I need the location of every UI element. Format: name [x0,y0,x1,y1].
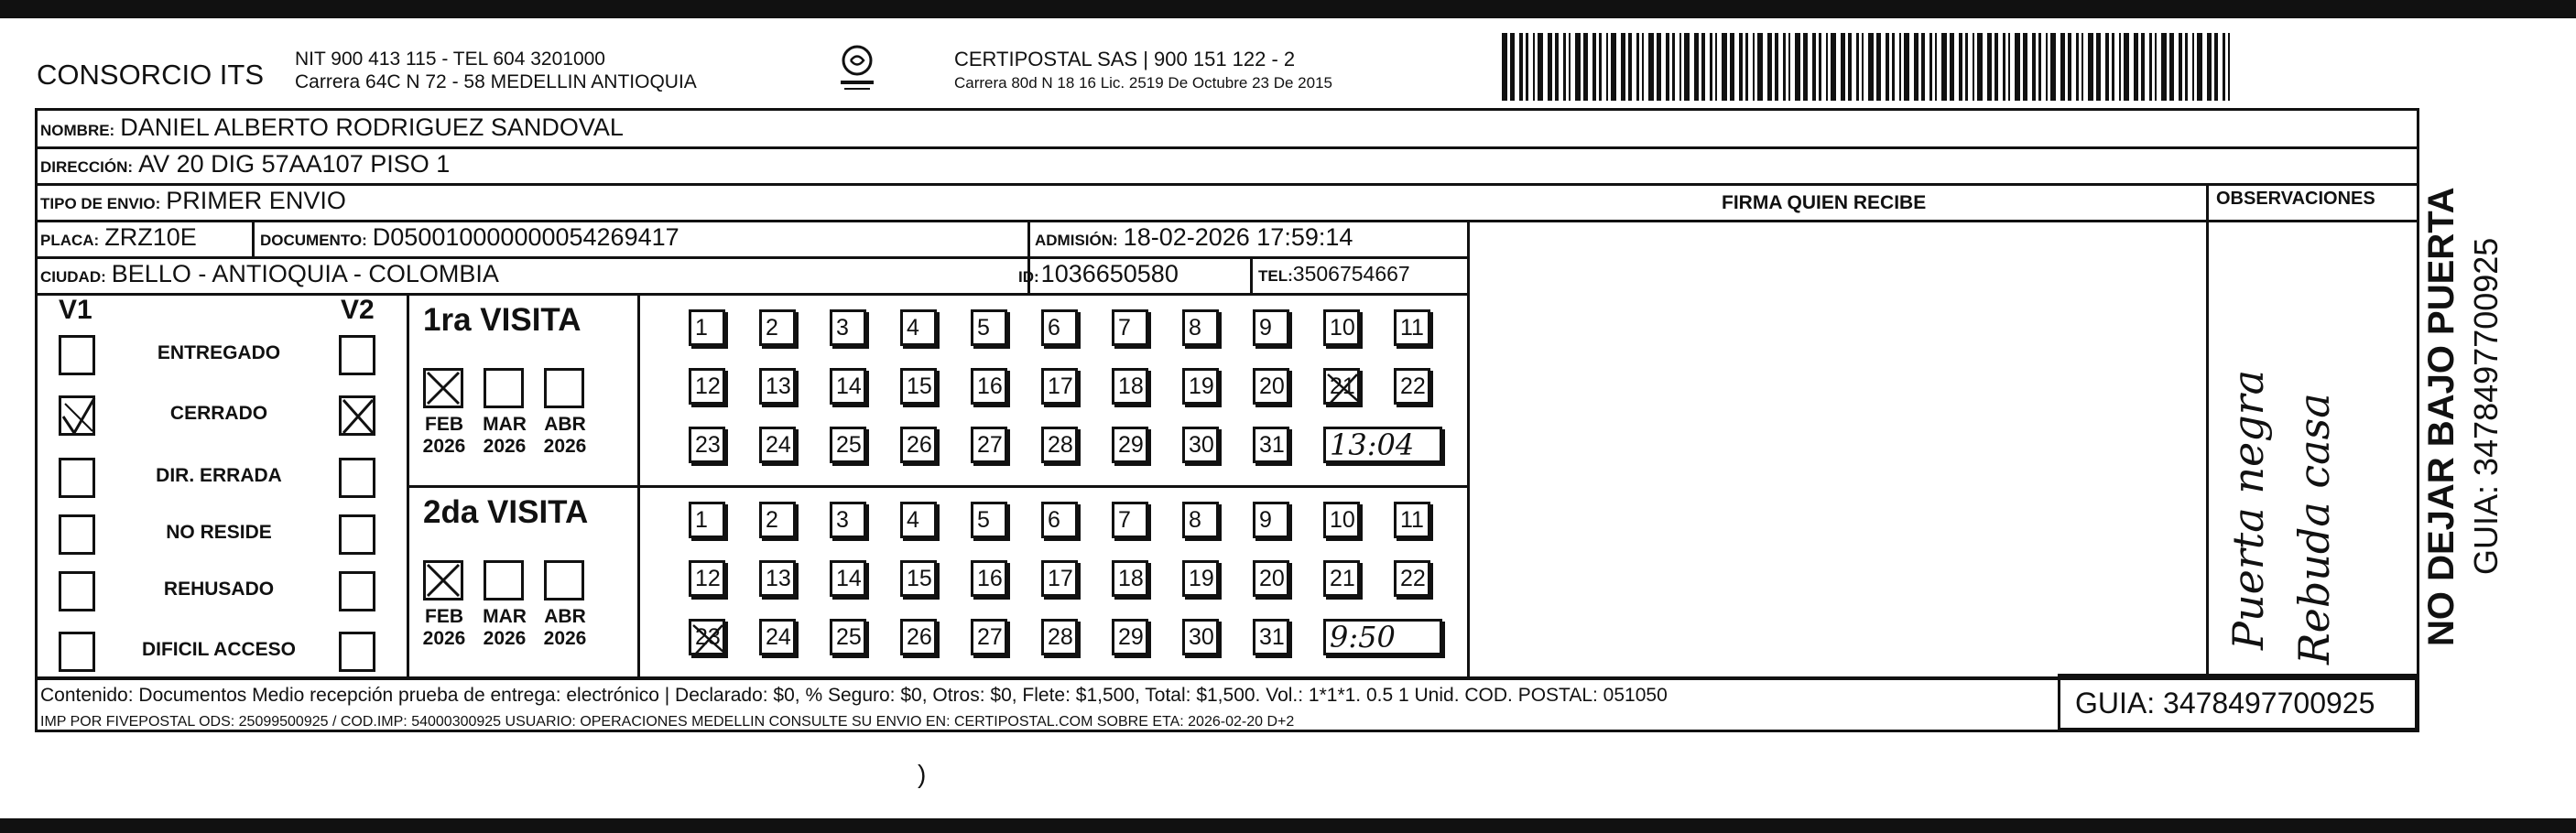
day-box[interactable]: 9 [1253,309,1289,346]
day-box[interactable]: 6 [1041,309,1078,346]
v1-checkbox[interactable] [59,571,95,611]
visit-divider [407,485,1467,488]
day-box[interactable]: 6 [1041,502,1078,538]
side-guia-number: GUIA: 3478497700925 [2467,237,2505,575]
v2-checkbox[interactable] [339,514,375,555]
column-divider [2206,183,2209,679]
day-box[interactable]: 17 [1041,560,1078,597]
month-checkbox[interactable] [544,560,584,600]
month-label [412,414,476,458]
day-box[interactable]: 3 [830,309,866,346]
day-box[interactable]: 29 [1112,427,1148,463]
company-address: Carrera 64C N 72 - 58 MEDELLIN ANTIOQUIA [295,71,697,92]
ciudad-value: BELLO - ANTIOQUIA - COLOMBIA [111,260,499,287]
firma-header: FIRMA QUIEN RECIBE [1722,192,1927,213]
column-divider [1467,220,1470,679]
day-box[interactable]: 4 [900,309,937,346]
visit-time-box[interactable]: 13:04 [1323,427,1442,463]
month-name: MAR [483,414,527,435]
id-label: ID: [1018,268,1039,286]
day-box[interactable]: 15 [900,560,937,597]
v2-checkbox[interactable] [339,335,375,375]
month-name: ABR [544,606,586,627]
day-box[interactable]: 20 [1253,560,1289,597]
day-box[interactable]: 8 [1182,309,1219,346]
admision-value: 18-02-2026 17:59:14 [1123,223,1353,251]
month-label [533,414,597,458]
day-box[interactable]: 9 [1253,502,1289,538]
day-box[interactable]: 17 [1041,368,1078,405]
month-year: 2026 [543,436,587,457]
v2-header: V2 [341,295,375,325]
top-border [0,0,2576,18]
observacion-line: Rebuda casa [2289,393,2339,665]
day-box[interactable]: 7 [1112,309,1148,346]
day-box[interactable]: 7 [1112,502,1148,538]
day-box[interactable]: 30 [1182,427,1219,463]
month-checkbox[interactable] [423,368,463,408]
month-label [533,606,597,650]
day-box[interactable]: 14 [830,560,866,597]
visit-title: 2da VISITA [423,494,589,530]
day-box[interactable]: 15 [900,368,937,405]
day-box[interactable]: 10 [1323,309,1360,346]
nombre-row [40,114,624,142]
row-divider [35,256,1468,259]
day-box[interactable]: 31 [1253,427,1289,463]
documento-cell [260,223,679,252]
certipostal-line: CERTIPOSTAL SAS | 900 151 122 - 2 [954,48,1296,70]
label-frame [35,108,2419,679]
row-divider [35,146,2419,149]
certipostal-info [954,48,1332,95]
v2-checkbox[interactable] [339,571,375,611]
tipo-envio-label: TIPO DE ENVIO: [40,195,161,212]
direccion-value: AV 20 DIG 57AA107 PISO 1 [138,150,451,178]
day-box[interactable]: 22 [1394,368,1430,405]
ciudad-label: CIUDAD: [40,268,106,286]
day-box[interactable]: 21 [1323,368,1360,405]
month-label [473,606,537,650]
month-year: 2026 [543,628,587,649]
documento-value: D050010000000054269417 [372,223,679,251]
day-box[interactable]: 11 [1394,309,1430,346]
nit-line: NIT 900 413 115 - TEL 604 3201000 [295,49,605,70]
day-box[interactable]: 2 [759,502,796,538]
cross-mark-icon [426,371,461,406]
day-box[interactable]: 5 [971,309,1007,346]
day-box[interactable]: 24 [759,619,796,655]
month-checkbox[interactable] [484,368,524,408]
day-box[interactable]: 23 [689,619,725,655]
status-option-label: DIR. ERRADA [156,465,282,486]
direccion-label: DIRECCIÓN: [40,158,134,176]
ciudad-cell [40,260,499,288]
row-divider [35,220,2419,222]
footer-contenido: Contenido: Documentos Medio recepción prueba de entrega: electrónico | Declarado: $0, % Seguro: $0, Otros: $0, Flete: $1,500, Total: $1,500. Vol.: 1*1*1. 0.5 1 Unid. COD. POSTAL: 051050 [40,685,1668,706]
v1-checkbox[interactable] [59,458,95,498]
day-box[interactable]: 27 [971,619,1007,655]
tel-value: 3506754667 [1292,262,1410,286]
direccion-row [40,150,450,178]
day-box[interactable]: 21 [1323,560,1360,597]
admision-label: ADMISIÓN: [1035,232,1118,249]
day-box[interactable]: 13 [759,560,796,597]
day-box[interactable]: 10 [1323,502,1360,538]
admision-cell [1035,223,1353,252]
day-box[interactable]: 12 [689,560,725,597]
pen-mark: ) [918,760,927,788]
day-box[interactable]: 20 [1253,368,1289,405]
company-info [295,48,697,93]
day-box[interactable]: 12 [689,368,725,405]
day-box[interactable]: 27 [971,427,1007,463]
day-box[interactable]: 8 [1182,502,1219,538]
month-year: 2026 [483,436,527,457]
row-divider [35,183,2419,186]
month-checkbox[interactable] [423,560,463,600]
month-year: 2026 [422,628,466,649]
day-box[interactable]: 24 [759,427,796,463]
day-box[interactable]: 19 [1182,368,1219,405]
day-box[interactable]: 30 [1182,619,1219,655]
placa-label: PLACA: [40,232,100,249]
v1-checkbox[interactable] [59,514,95,555]
day-box[interactable]: 2 [759,309,796,346]
day-box[interactable]: 18 [1112,368,1148,405]
month-checkbox[interactable] [544,368,584,408]
row-divider [2206,220,2419,222]
month-label [473,414,537,458]
observacion-line: Puerta negra [2223,369,2273,650]
month-name: ABR [544,414,586,435]
day-box[interactable]: 16 [971,368,1007,405]
tel-cell [1258,262,1410,287]
nombre-value: DANIEL ALBERTO RODRIGUEZ SANDOVAL [120,114,624,141]
documento-label: DOCUMENTO: [260,232,367,249]
tipo-envio-row [40,187,346,215]
day-box[interactable]: 26 [900,619,937,655]
tel-label: TEL: [1258,267,1293,285]
id-value: 1036650580 [1040,260,1179,287]
v1-checkbox[interactable] [59,335,95,375]
month-name: FEB [425,606,463,627]
cross-mark-icon [342,398,375,435]
day-box[interactable]: 13 [759,368,796,405]
v1-checkbox[interactable] [59,632,95,672]
status-option-label: DIFICIL ACCESO [141,639,296,660]
day-box[interactable]: 3 [830,502,866,538]
cell-divider [1250,256,1253,293]
day-box[interactable]: 26 [900,427,937,463]
month-year: 2026 [422,436,466,457]
status-option-label: NO RESIDE [166,522,272,543]
bottom-border [0,818,2576,833]
tipo-envio-value: PRIMER ENVIO [166,187,346,214]
day-box[interactable]: 1 [689,502,725,538]
day-box[interactable]: 23 [689,427,725,463]
footer-imp: IMP POR FIVEPOSTAL ODS: 25099500925 / COD.IMP: 54000300925 USUARIO: OPERACIONES MEDELLIN CONSULTE SU ENVIO EN: CERTIPOSTAL.COM SOBRE ETA: 2026-02-20 D+2 [40,714,1295,730]
v1-checkbox[interactable] [59,395,95,436]
day-box[interactable]: 25 [830,427,866,463]
cell-divider [252,220,255,256]
status-option-label: ENTREGADO [157,342,281,363]
month-label [412,606,476,650]
v2-checkbox[interactable] [339,458,375,498]
guia-number: GUIA: 3478497700925 [2075,687,2375,719]
visit-title: 1ra VISITA [423,302,582,338]
certipostal-address: Carrera 80d N 18 16 Lic. 2519 De Octubre 23 De 2015 [954,74,1332,92]
day-box[interactable]: 22 [1394,560,1430,597]
day-box[interactable]: 16 [971,560,1007,597]
observaciones-header: OBSERVACIONES [2216,189,2375,209]
cross-mark-icon [426,563,461,598]
month-year: 2026 [483,628,527,649]
status-option-label: CERRADO [169,403,268,424]
day-box[interactable]: 1 [689,309,725,346]
day-box[interactable]: 29 [1112,619,1148,655]
placa-cell [40,223,197,252]
visit-divider [637,293,640,679]
day-box[interactable]: 4 [900,502,937,538]
day-box[interactable]: 14 [830,368,866,405]
certipostal-logo [835,40,879,95]
month-name: MAR [483,606,527,627]
id-cell [1018,260,1179,288]
month-checkbox[interactable] [484,560,524,600]
v1-header: V1 [59,295,92,325]
day-box[interactable]: 28 [1041,619,1078,655]
day-box[interactable]: 19 [1182,560,1219,597]
v2-checkbox[interactable] [339,632,375,672]
day-box[interactable]: 5 [971,502,1007,538]
company-name: CONSORCIO ITS [37,59,265,91]
visit-time-box[interactable]: 9:50 [1323,619,1442,655]
day-box[interactable]: 11 [1394,502,1430,538]
barcode [1502,33,2234,101]
v2-checkbox[interactable] [339,395,375,436]
day-box[interactable]: 18 [1112,560,1148,597]
month-name: FEB [425,414,463,435]
check-mark-icon [61,398,98,435]
placa-value: ZRZ10E [104,223,197,251]
day-box[interactable]: 28 [1041,427,1078,463]
row-divider [35,293,1468,296]
no-dejar-bajo-puerta: NO DEJAR BAJO PUERTA [2421,187,2462,646]
cross-mark-icon [691,622,728,658]
cross-mark-icon [1326,371,1363,407]
day-box[interactable]: 25 [830,619,866,655]
status-option-label: REHUSADO [163,579,275,600]
nombre-label: NOMBRE: [40,122,115,139]
day-box[interactable]: 31 [1253,619,1289,655]
